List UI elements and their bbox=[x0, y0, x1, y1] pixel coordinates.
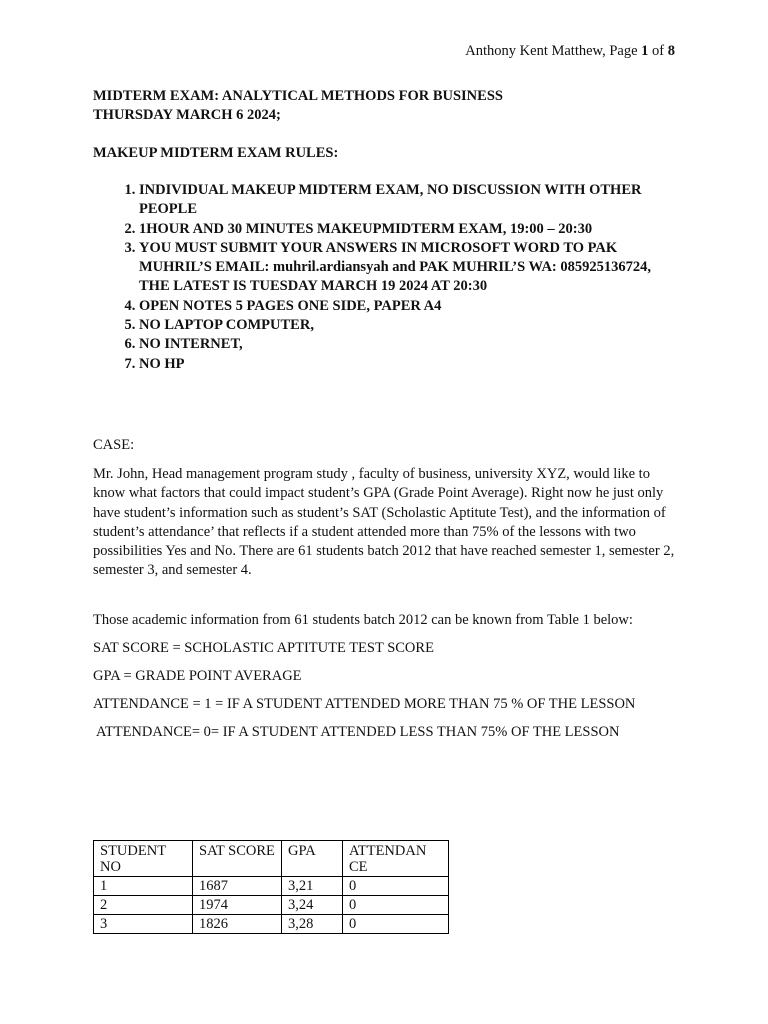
cell-gpa: 3,28 bbox=[282, 915, 343, 934]
rule-item: 2. 1HOUR AND 30 MINUTES MAKEUPMIDTERM EXAM, 19:00 – 20:30 bbox=[139, 220, 683, 239]
cell-sat-score: 1687 bbox=[193, 877, 282, 896]
table-row bbox=[94, 877, 449, 896]
case-paragraph: Mr. John, Head management program study , faculty of business, university XYZ, would like to know what factors that could impact student’s GPA (Grade Point Average). Right now he just only have student’s information such as student’s SAT (Scholastic Aptitute Test), and the information of student’s attendance’ that reflects if a student attended more than 75% of the lessons with two possibilities Yes and No. There are 61 students batch 2012 that have reached semester 1, semester 2, semester 3, and semester 4. bbox=[93, 465, 675, 579]
header-page-current: 1 bbox=[641, 43, 649, 59]
page-header bbox=[465, 43, 675, 60]
rule-item: 5. NO LAPTOP COMPUTER, bbox=[139, 316, 683, 335]
rules-heading: MAKEUP MIDTERM EXAM RULES: bbox=[93, 145, 339, 161]
table-row bbox=[94, 896, 449, 915]
cell-gpa: 3,24 bbox=[282, 896, 343, 915]
rule-item: 3. YOU MUST SUBMIT YOUR ANSWERS IN MICROSOFT WORD TO PAK MUHRIL’S EMAIL: muhril.ardiansyah and PAK MUHRIL’S WA: 085925136724, THE LATEST IS TUESDAY MARCH 19 2024 AT 20:30 bbox=[139, 239, 683, 297]
table-intro: Those academic information from 61 students batch 2012 can be known from Table 1 below: bbox=[93, 611, 633, 628]
cell-student-no: 3 bbox=[94, 915, 193, 934]
column-header-student-no: STUDENT NO bbox=[94, 841, 193, 877]
definition-sat: SAT SCORE = SCHOLASTIC APTITUTE TEST SCORE bbox=[93, 639, 434, 656]
rule-item: 4. OPEN NOTES 5 PAGES ONE SIDE, PAPER A4 bbox=[139, 297, 683, 316]
case-label: CASE: bbox=[93, 436, 135, 453]
cell-attendance: 0 bbox=[343, 877, 449, 896]
cell-sat-score: 1826 bbox=[193, 915, 282, 934]
rules-list bbox=[93, 181, 683, 374]
definition-attendance-1: ATTENDANCE = 1 = IF A STUDENT ATTENDED MORE THAN 75 % OF THE LESSON bbox=[93, 695, 636, 712]
rule-item: 6. NO INTERNET, bbox=[139, 335, 683, 354]
exam-title: MIDTERM EXAM: ANALYTICAL METHODS FOR BUSINESS bbox=[93, 88, 503, 104]
cell-sat-score: 1974 bbox=[193, 896, 282, 915]
definition-attendance-0: ATTENDANCE= 0= IF A STUDENT ATTENDED LESS THAN 75% OF THE LESSON bbox=[96, 723, 620, 740]
cell-attendance: 0 bbox=[343, 915, 449, 934]
table-row bbox=[94, 915, 449, 934]
column-header-gpa: GPA bbox=[282, 841, 343, 877]
table-header-row bbox=[94, 841, 449, 877]
exam-date: THURSDAY MARCH 6 2024; bbox=[93, 107, 281, 123]
cell-attendance: 0 bbox=[343, 896, 449, 915]
cell-student-no: 2 bbox=[94, 896, 193, 915]
column-header-sat-score: SAT SCORE bbox=[193, 841, 282, 877]
definition-gpa: GPA = GRADE POINT AVERAGE bbox=[93, 667, 302, 684]
student-data-table bbox=[93, 840, 449, 934]
header-of: of bbox=[648, 43, 668, 59]
header-author: Anthony Kent Matthew, Page bbox=[465, 43, 642, 59]
header-page-total: 8 bbox=[667, 43, 675, 59]
column-header-attendance: ATTENDAN CE bbox=[343, 841, 449, 877]
rule-item: 7. NO HP bbox=[139, 355, 683, 374]
document-body bbox=[93, 87, 683, 742]
cell-student-no: 1 bbox=[94, 877, 193, 896]
cell-gpa: 3,21 bbox=[282, 877, 343, 896]
rule-item: 1. INDIVIDUAL MAKEUP MIDTERM EXAM, NO DISCUSSION WITH OTHER PEOPLE bbox=[139, 181, 683, 220]
